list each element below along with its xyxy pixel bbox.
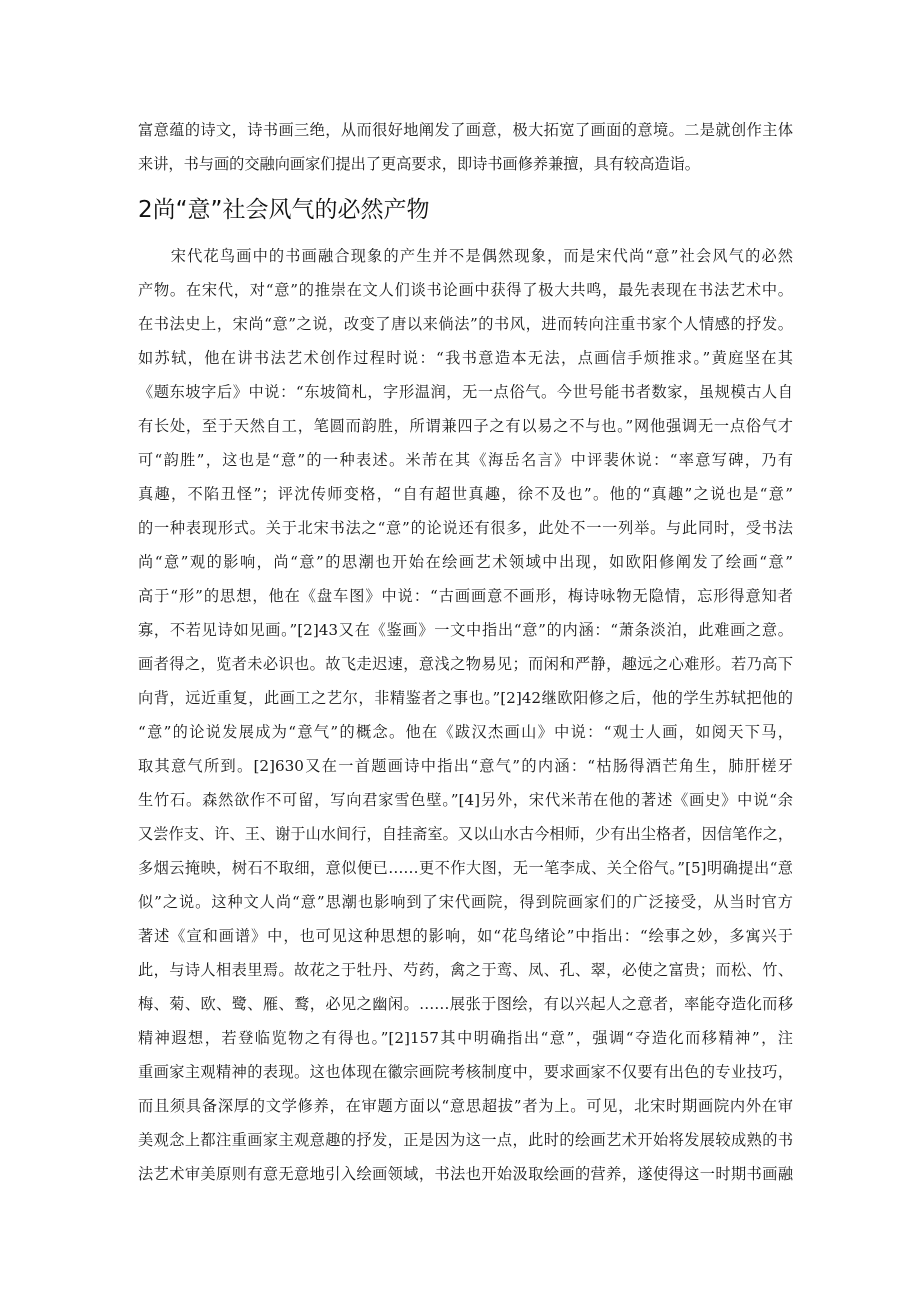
paragraph-line: 美观念上都注重画家主观意趣的抒发，正是因为这一点，此时的绘画艺术开始将发展较成熟的书 (138, 1131, 793, 1149)
paragraph-line: 画者得之，览者未必识也。故飞走迟速，意浅之物易见；而闲和严静，趣远之心难形。若乃高下 (138, 655, 793, 673)
paragraph-line: 寡，不若见诗如见画。”[2]43又在《鉴画》一文中指出“意”的内涵：“萧条淡泊，此难画之意。 (138, 621, 793, 639)
paragraph-line: “意”的论说发展成为“意气”的概念。他在《跋汉杰画山》中说：“观士人画，如阅天下马， (138, 723, 793, 741)
paragraph-line: 著述《宣和画谱》中，也可见这种思想的影响，如“花鸟绪论”中指出：“绘事之妙，多寓兴于 (138, 927, 793, 945)
paragraph-line: 又尝作支、许、王、谢于山水间行，自挂斋室。又以山水古今相师，少有出尘格者，因信笔作之， (138, 825, 793, 843)
paragraph-line: 生竹石。森然欲作不可留，写向君家雪色壁。”[4]另外，宋代米芾在他的著述《画史》中说“余 (138, 791, 793, 809)
body-paragraph (138, 239, 793, 1191)
paragraph-line: 富意蕴的诗文，诗书画三绝，从而很好地阐发了画意，极大拓宽了画面的意境。二是就创作主体 (138, 121, 793, 139)
paragraph-line: 精神遐想，若登临览物之有得也。”[2]157其中明确指出“意”，强调“夺造化而移精神”，注 (138, 1029, 793, 1047)
paragraph-line: 多烟云掩映，树石不取细，意似便已……更不作大图，无一笔李成、关仝俗气。”[5]明确提出“意 (138, 859, 793, 877)
paragraph-line: 产物。在宋代，对“意”的推崇在文人们谈书论画中获得了极大共鸣，最先表现在书法艺术中。 (138, 281, 793, 299)
paragraph-line: 取其意气所到。[2]630又在一首题画诗中指出“意气”的内涵：“枯肠得酒芒角生，肺肝槎牙 (138, 757, 793, 775)
paragraph-line: 《题东坡字后》中说：“东坡简札，字形温润，无一点俗气。今世号能书者数家，虽规模古人自 (138, 383, 793, 401)
paragraph-line: 尚“意”观的影响，尚“意”的思潮也开始在绘画艺术领域中出现，如欧阳修阐发了绘画“意” (138, 553, 793, 571)
paragraph-line: 的一种表现形式。关于北宋书法之“意”的论说还有很多，此处不一一列举。与此同时，受书法 (138, 519, 793, 537)
paragraph-line: 法艺术审美原则有意无意地引入绘画领域，书法也开始汲取绘画的营养，遂使得这一时期书画融 (138, 1165, 793, 1183)
paragraph-line: 而且须具备深厚的文学修养，在审题方面以“意思超拔”者为上。可见，北宋时期画院内外在审 (138, 1097, 793, 1115)
intro-paragraph (138, 113, 793, 181)
paragraph-line: 可“韵胜”，这也是“意”的一种表述。米芾在其《海岳名言》中评裴休说：“率意写碑，乃有 (138, 451, 793, 469)
paragraph-line: 在书法史上，宋尚“意”之说，改变了唐以来倘法”的书风，进而转向注重书家个人情感的抒发。 (138, 315, 793, 333)
paragraph-line: 此，与诗人相表里焉。故花之于牡丹、芍药，禽之于鸾、凤、孔、翠，必使之富贵；而松、竹、 (138, 961, 793, 979)
paragraph-line: 重画家主观精神的表现。这也体现在徽宗画院考核制度中，要求画家不仅要有出色的专业技巧， (138, 1063, 793, 1081)
paragraph-line: 来讲，书与画的交融向画家们提出了更高要求，即诗书画修养兼擅，具有较高造诣。 (138, 155, 700, 173)
paragraph-line: 有长处，至于天然自工，笔圆而韵胜，所谓兼四子之有以易之不与也。”网他强调无一点俗气才 (138, 417, 793, 435)
paragraph-line: 梅、菊、欧、鹭、雁、鹜，必见之幽闲。……展张于图绘，有以兴起人之意者，率能夺造化而移 (138, 995, 793, 1013)
section-heading: 2尚“意”社会风气的必然产物 (138, 197, 430, 223)
paragraph-line: 真趣，不陷丑怪”；评沈传师变格，“自有超世真趣，徐不及也”。他的“真趣”之说也是“意” (138, 485, 793, 503)
paragraph-line: 似”之说。这种文人尚“意”思潮也影响到了宋代画院，得到院画家们的广泛接受，从当时官方 (138, 893, 793, 911)
paragraph-line: 宋代花鸟画中的书画融合现象的产生并不是偶然现象，而是宋代尚“意”社会风气的必然 (138, 247, 793, 265)
paragraph-line: 向背，远近重复，此画工之艺尔，非精鉴者之事也。”[2]42继欧阳修之后，他的学生苏轼把他的 (138, 689, 793, 707)
paragraph-line: 如苏轼，他在讲书法艺术创作过程时说：“我书意造本无法，点画信手烦推求。”黄庭坚在其 (138, 349, 793, 367)
paragraph-line: 高于“形”的思想，他在《盘车图》中说：“古画画意不画形，梅诗咏物无隐情，忘形得意知者 (138, 587, 793, 605)
